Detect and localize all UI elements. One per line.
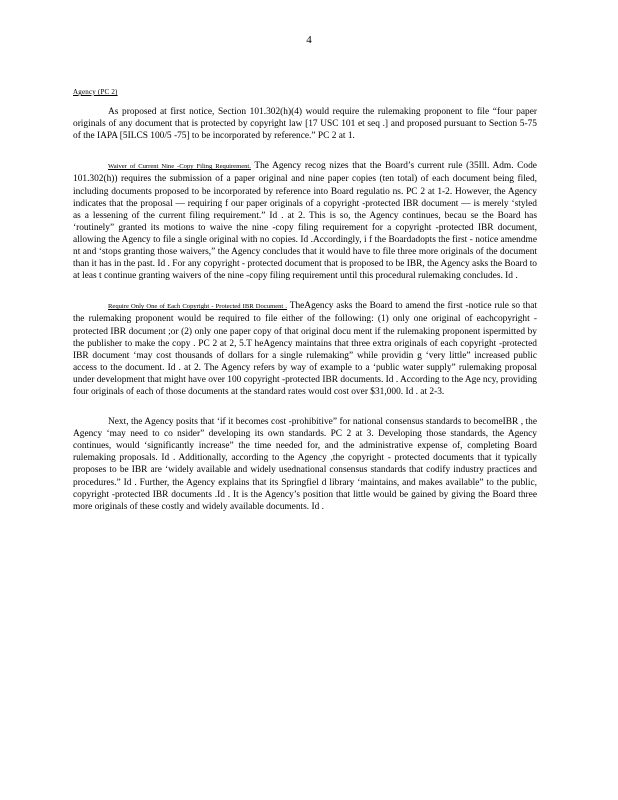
document-body [73, 86, 537, 531]
paragraph-4: Next, the Agency posits that ‘if it becomes cost -prohibitive” for national consensus standards to becomeIBR , the Agency ‘may need to co nsider” developing its own standards. PC 2 at 3. Developing those standards, the Agency continues, would ‘significantly increase” the time needed for, and the administrative expense of, completing Board rulemaking proposals. Id . Additionally, according to the Agency ,the copyright - protected documents that it typically proposes to be IBR are ‘widely available and widely usednational consensus standards that codify industry practices and procedures.” Id . Further, the Agency explains that its Springfiel d library ‘maintains, and makes available” to the public, copyright -protected IBR documents .Id . It is the Agency’s position that little would be gained by giving the Board three more originals of these costly and widely available documents. Id . [73, 417, 537, 512]
paragraph-1: As proposed at first notice, Section 101.302(h)(4) would require the rulemaking proponent to file “four paper originals of any document that is protected by copyright law [17 USC 101 et seq .] and proposed pursuant to Section 5-75 of the IAPA [5ILCS 100/5 -75] to be incorporated by reference.” PC 2 at 1. [73, 107, 537, 142]
paragraph-2 [73, 160, 537, 282]
inline-heading-waiver: Waiver of Current Nine -Copy Filing Requirement. [108, 163, 251, 171]
page-number: 4 [306, 34, 312, 46]
paragraph-3-text: TheAgency asks the Board to amend the first -notice rule so that the rulemaking proponent would be required to file either of the following: (1) only one original of eachcopyright - protected IBR document ;or (2) only one paper copy of that original docu ment if the rulemaking proponent ispermitted by the publisher to make the copy . PC 2 at 2, 5.T heAgency maintains that three extra originals of each copyright -protected IBR document ‘may cost thousands of dollars for a single rulemaking” while providin g ‘very little” increased public access to the document. Id . at 2. The Agency refers by way of example to a ‘public water supply” rulemaking proposal under development that might have over 100 copyright -protected IBR documents. Id . According to the Age ncy, providing four originals of each of those documents at the standard rates would cost over $31,000. Id . at 2-3. [73, 301, 537, 397]
inline-heading-require-one: Require Only One of Each Copyright - Protected IBR Document . [108, 303, 288, 311]
section-heading: Agency (PC 2) [73, 88, 118, 96]
paragraph-2-text: The Agency recog nizes that the Board’s current rule (35Ill. Adm. Code 101.302(h)) requires the submission of a paper original and nine paper copies (ten total) of each document being filed, including documents proposed to be incorporated by reference into Board regulatio ns. PC 2 at 1-2. However, the Agency indicates that the proposal — requiring f our paper originals of a copyright -protected IBR document — is merely ‘styled as a lessening of the current filing requirement.” Id . at 2. This is so, the Agency continues, becau se the Board has ‘routinely” granted its motions to waive the nine -copy filing requirement for a copyright -protected IBR document, allowing the Agency to file a single original with no copies. Id .Accordingly, i f the Boardadopts the first - notice amendme nt and ‘stops granting those waivers,” the Agency concludes that it would have to file three more originals of the document than it has in the past. Id . For any copyright - protected document that is proposed to be IBR, the Agency asks the Board to at leas t continue granting waivers of the nine -copy filing requirement until this procedural rulemaking concludes. Id . [73, 161, 537, 282]
paragraph-3 [73, 300, 537, 398]
